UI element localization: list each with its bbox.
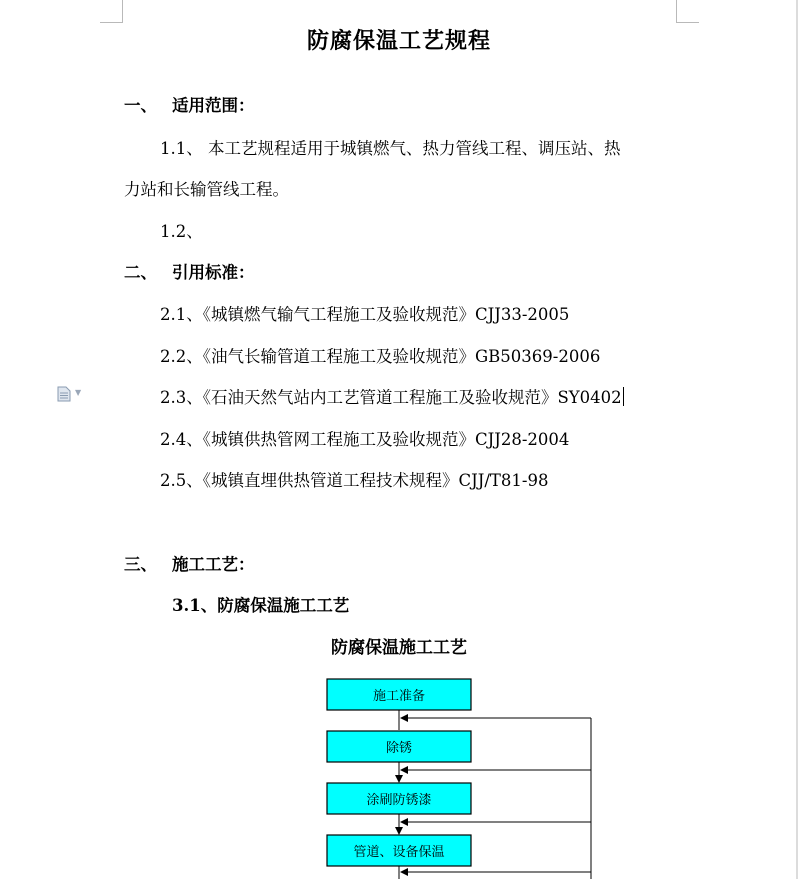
section-1-title: 适用范围：: [172, 96, 255, 115]
flow-step-box: [327, 783, 471, 814]
flow-step-box: [327, 679, 471, 710]
section-3-title: 施工工艺：: [172, 555, 255, 574]
flow-step-label: 管道、设备保温: [353, 845, 445, 860]
flow-step-label: 除锈: [385, 741, 413, 756]
section-1-number: 一、: [124, 96, 157, 115]
standard-item: 2.4、《城镇供热管网工程施工及验收规范》CJJ28-2004: [160, 430, 570, 449]
standard-item: 2.1、《城镇燃气输气工程施工及验收规范》CJJ33-2005: [160, 305, 570, 324]
subsection-3-1-heading: 3.1、防腐保温施工工艺: [172, 596, 350, 615]
document-title: 防腐保温工艺规程: [306, 28, 491, 54]
flow-step-label: 施工准备: [372, 689, 426, 704]
flow-step-box: [327, 731, 471, 762]
section-2-title: 引用标准：: [172, 263, 255, 282]
flow-step-box: [327, 835, 471, 866]
flow-step-label: 涂刷防锈漆: [366, 793, 432, 808]
section-3-number: 三、: [124, 555, 157, 574]
flowchart-title: 防腐保温施工工艺: [331, 638, 467, 658]
section-2-number: 二、: [124, 263, 157, 282]
standard-item: 2.2、《油气长输管道工程施工及验收规范》GB50369-2006: [160, 347, 601, 366]
standard-item-text: 2.3、《石油天然气站内工艺管道工程施工及验收规范》SY0402: [160, 388, 622, 407]
standard-item: 2.5、《城镇直埋供热管道工程技术规程》CJJ/T81-98: [160, 471, 549, 490]
paragraph-1-2: 1.2、: [160, 222, 203, 241]
chevron-down-icon[interactable]: ▼: [75, 388, 82, 397]
paragraph-1-1-line-2: 力站和长输管线工程。: [124, 180, 289, 199]
paragraph-1-1-line-1: 1.1、 本工艺规程适用于城镇燃气、热力管线工程、调压站、热: [160, 139, 621, 158]
